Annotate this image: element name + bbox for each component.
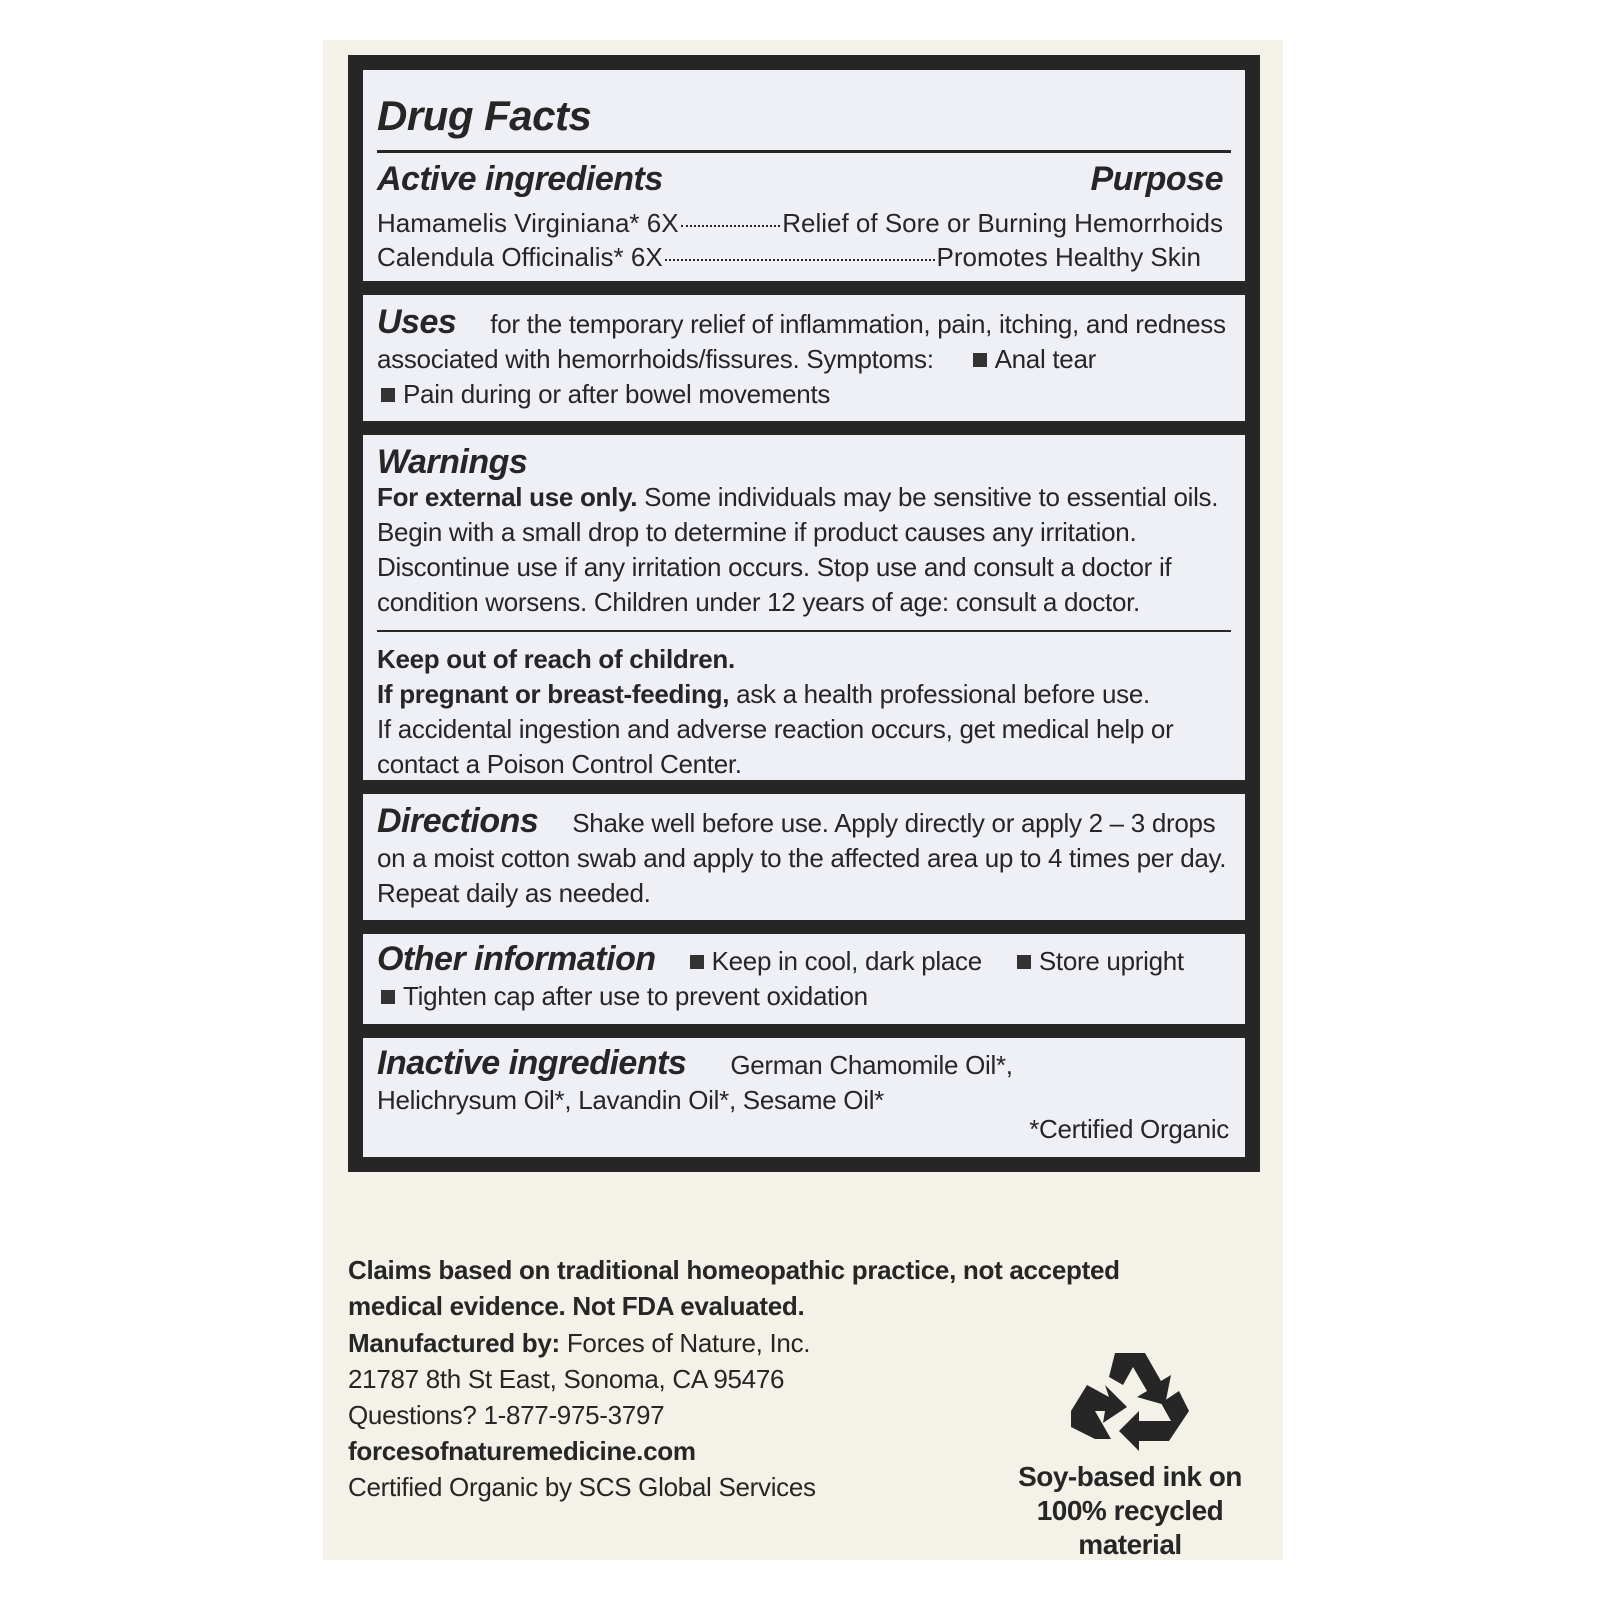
inactive-ingredients-heading: Inactive ingredients [377,1044,687,1082]
bullet-icon [381,990,395,1004]
bullet-icon [1017,955,1031,969]
title-rule [377,150,1231,153]
warnings-heading: Warnings [377,443,528,481]
drug-facts-title: Drug Facts [377,92,592,139]
pregnant-label: If pregnant or breast-feeding, [377,679,730,709]
manufacturer-line [348,1325,810,1361]
warnings-text: Some individuals may be sensitive to essential oils. Begin with a small drop to determine if product causes any irritation. Discontinue use if any irritation occurs. Stop use and consult a doctor if condition worsens. Children under 12 years of age: consult a doctor. [377,482,1219,617]
bullet-icon [973,353,987,367]
purpose-heading: Purpose [1090,160,1223,198]
directions-text: Shake well before use. Apply directly or apply 2 – 3 drops on a moist cotton swab and apply to the affected area up to 4 times per day. Repeat daily as needed. [377,808,1227,908]
inactive-ingredients-text: German Chamomile Oil*, Helichrysum Oil*, Lavandin Oil*, Sesame Oil* [377,1050,1013,1115]
inactive-ingredients-section [363,1038,1245,1157]
leader-dots [681,225,781,227]
uses-section [363,295,1245,421]
ingredient-row [377,208,1223,239]
certified-by-text: Certified Organic by SCS Global Services [348,1472,816,1502]
uses-bullet: Pain during or after bowel movements [403,379,831,409]
uses-heading: Uses [377,303,457,341]
ingredient-purpose: Relief of Sore or Burning Hemorrhoids [782,208,1223,238]
recycle-block [985,1345,1275,1562]
manufacturer-name: Forces of Nature, Inc. [566,1328,811,1358]
pregnant-text [377,677,1231,712]
ingredient-name: Calendula Officinalis* 6X [377,242,663,272]
active-ingredients-heading: Active ingredients [377,160,663,198]
website-link[interactable]: forcesofnaturemedicine.com [348,1436,696,1466]
certified-organic-note: *Certified Organic [1029,1114,1229,1144]
keep-out-text: Keep out of reach of children. [377,644,735,674]
questions-text: Questions? 1-877-975-3797 [348,1400,665,1430]
directions-heading: Directions [377,802,539,840]
leader-dots [665,259,935,261]
uses-text: for the temporary relief of inflammation, pain, itching, and redness associated with hemorrhoids/fissures. Symptoms: [377,309,1226,374]
ingredient-purpose: Promotes Healthy Skin [936,242,1201,272]
other-information-heading: Other information [377,940,656,978]
recycle-line-1: Soy-based ink on [1018,1461,1242,1492]
warnings-paragraph [377,480,1231,620]
pregnant-advice: ask a health professional before use. [736,679,1150,709]
recycle-line-2: 100% recycled material [1036,1495,1224,1560]
bullet-icon [690,955,704,969]
directions-section [363,794,1245,920]
warnings-section [363,435,1245,780]
other-information-section [363,934,1245,1024]
warnings-rule [377,630,1231,632]
drug-facts-panel [348,55,1260,1172]
address-text: 21787 8th St East, Sonoma, CA 95476 [348,1364,785,1394]
ingredient-name: Hamamelis Virginiana* 6X [377,208,679,238]
ingredient-row [377,242,1201,273]
external-use-label: For external use only. [377,482,638,512]
recycle-icon [1065,1345,1195,1455]
bullet-icon [381,388,395,402]
uses-bullet: Anal tear [994,344,1096,374]
manufacturer-label: Manufactured by: [348,1328,560,1358]
other-bullet: Tighten cap after use to prevent oxidation [403,981,868,1011]
claims-text: Claims based on traditional homeopathic practice, not accepted medical evidence. Not FDA evaluated. [348,1255,1120,1321]
active-ingredients-section [363,70,1245,281]
other-bullet: Keep in cool, dark place [711,946,982,976]
other-bullet: Store upright [1038,946,1184,976]
ingestion-text: If accidental ingestion and adverse reaction occurs, get medical help or contact a Poison Control Center. [377,714,1174,779]
